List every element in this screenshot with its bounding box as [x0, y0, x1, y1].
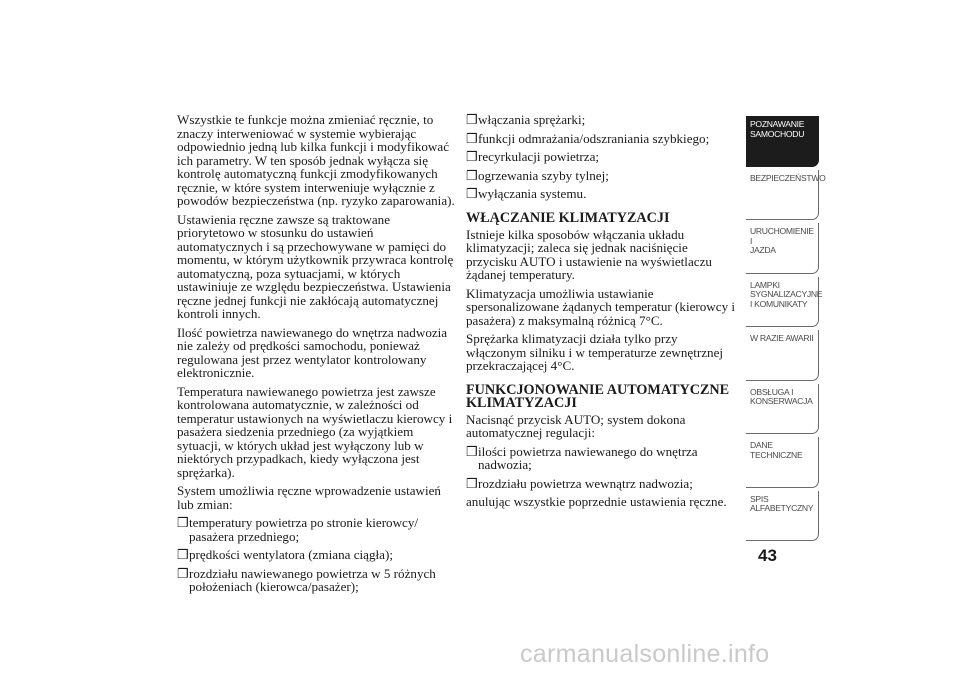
watermark: carmanualsonline.info [520, 640, 770, 668]
chapter-tabs [746, 116, 826, 544]
list-item: ❒temperatury powietrza po stronie kierowcy/ pasażera przedniego; [177, 515, 419, 544]
left-column [177, 113, 455, 599]
paragraph: Ilość powietrza nawiewanego do wnętrza nadwozia nie zależy od prędkości samochodu, ponieważ regulowana jest przez wentylator kontrolowany elektronicznie. [177, 324, 448, 380]
checkbox-bullet-icon: ❒ [466, 130, 478, 146]
tab-dane-techniczne[interactable]: DANE TECHNICZNE [746, 437, 819, 488]
paragraph: Temperatura nawiewanego powietrza jest zawsze kontrolowana automatycznie, w zależności od temperatur ustawionych na wyświetlaczu kierowcy i pasażera siedzenia przedniego (za wyjątkiem sytuacji, w których układ jest wyłączony lub w niektórych przypadkach, kiedy wyłączona jest sprężarka). [177, 383, 453, 480]
checkbox-bullet-icon: ❒ [466, 475, 478, 491]
checkbox-bullet-icon: ❒ [466, 149, 478, 164]
tab-uruchomienie-i-jazda[interactable]: URUCHOMIENIE I JAZDA [746, 223, 819, 274]
list-item: ❒prędkości wentylatora (zmiana ciągła); [177, 547, 393, 562]
paragraph: Wszystkie te funkcje można zmieniać ręcznie, to znaczy interweniować w systemie wybierając odpowiednio jedną lub kilka funkcji i modyfikować ich parametry. W ten sposób jednak wyłącza się kontrolę automatyczną funkcji zmodyfikowanych ręcznie, w które system interweniuje wyłącznie z powodów bezpieczeństwa (np. ryzyko zaparowania). [177, 112, 455, 208]
tab-bezpieczenstwo[interactable]: BEZPIECZEŃSTWO [746, 170, 819, 221]
section-heading: FUNKCJONOWANIE AUTOMATYCZNE KLIMATYZACJI [466, 381, 730, 411]
list-item: ❒rozdziału nawiewanego powietrza w 5 różnych położeniach (kierowca/pasażer); [177, 565, 436, 594]
list-item: ❒ogrzewania szyby tylnej; [466, 167, 609, 183]
paragraph: Klimatyzacja umożliwia ustawianie spersonalizowane żądanych temperatur (kierowcy i pasażera) z maksymalną różnicą 7°C. [466, 285, 736, 328]
right-column [466, 113, 738, 514]
list-item: ❒funkcji odmrażania/odszraniania szybkiego; [466, 130, 710, 146]
tab-poznawanie-samochodu[interactable]: POZNAWANIE SAMOCHODU [746, 116, 819, 167]
list-item: ❒rozdziału powietrza wewnątrz nadwozia; [466, 475, 693, 491]
checkbox-bullet-icon: ❒ [177, 515, 189, 530]
checkbox-bullet-icon: ❒ [177, 565, 189, 581]
paragraph: System umożliwia ręczne wprowadzenie ustawień lub zmian: [177, 483, 441, 512]
paragraph: Istnieje kilka sposobów włączania układu klimatyzacji; zaleca się jednak naciśnięcie przycisku AUTO i ustawienie na wyświetlaczu żądanej temperatury. [466, 226, 712, 282]
checkbox-bullet-icon: ❒ [177, 547, 189, 562]
list-item: ❒wyłączania systemu. [466, 186, 587, 201]
paragraph: Nacisnąć przycisk AUTO; system dokona automatycznej regulacji: [466, 411, 686, 440]
tab-lampki-sygnalizacyjne[interactable]: LAMPKI SYGNALIZACYJNE I KOMUNIKATY [746, 277, 819, 328]
section-heading: WŁĄCZANIE KLIMATYZACJI [466, 209, 670, 226]
paragraph: anulując wszystkie poprzednie ustawienia ręczne. [466, 494, 727, 509]
tab-spis-alfabetyczny[interactable]: SPIS ALFABETYCZNY [746, 491, 819, 542]
page-number: 43 [758, 546, 777, 565]
list-item: ❒włączania sprężarki; [466, 112, 586, 127]
checkbox-bullet-icon: ❒ [466, 112, 478, 127]
tab-w-razie-awarii[interactable]: W RAZIE AWARII [746, 330, 819, 381]
checkbox-bullet-icon: ❒ [466, 443, 478, 459]
paragraph: Sprężarka klimatyzacji działa tylko przy włączonym silniku i w temperaturze zewnętrznej przekraczającej 4°C. [466, 331, 724, 373]
checkbox-bullet-icon: ❒ [466, 186, 478, 201]
checkbox-bullet-icon: ❒ [466, 167, 478, 183]
paragraph: Ustawienia ręczne zawsze są traktowane priorytetowo w stosunku do ustawień automatycznych i są przechowywane w pamięci do momentu, w którym użytkownik przywraca kontrolę automatyczną, poza sytuacjami, w których ustawiniuje ze względu bezpieczeństwa. Ustawienia ręczne jednej funkcji nie zakłócają automatycznej kontroli innych. [177, 211, 454, 321]
list-item: ❒ilości powietrza nawiewanego do wnętrza nadwozia; [466, 443, 698, 472]
list-item: ❒recyrkulacji powietrza; [466, 149, 600, 164]
tab-obsluga-i-konserwacja[interactable]: OBSŁUGA I KONSERWACJA [746, 384, 819, 435]
